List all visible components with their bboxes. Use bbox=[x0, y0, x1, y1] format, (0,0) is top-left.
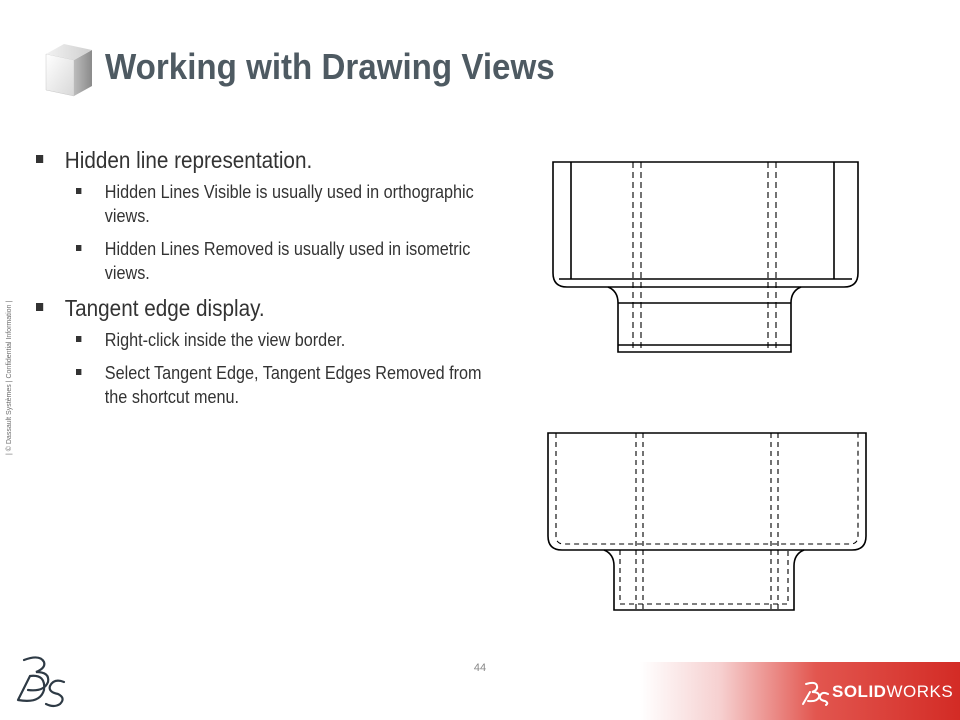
square-bullet-icon bbox=[76, 188, 81, 194]
page-title: Working with Drawing Views bbox=[105, 46, 555, 87]
square-bullet-icon bbox=[36, 303, 43, 311]
cube-icon bbox=[40, 40, 96, 100]
sub-bullet: Hidden Lines Visible is usually used in orthographic views. bbox=[76, 180, 505, 228]
3ds-logo bbox=[10, 652, 70, 710]
confidentiality-note: | © Dassault Systèmes | Confidential Information | bbox=[6, 300, 13, 455]
brand-name: SOLIDWORKS bbox=[832, 682, 954, 701]
drawing-view-tangent-edges-visible bbox=[545, 155, 870, 360]
square-bullet-icon bbox=[76, 245, 81, 251]
sub-bullet: Right-click inside the view border. bbox=[76, 328, 505, 352]
square-bullet-icon bbox=[76, 336, 81, 342]
square-bullet-icon bbox=[76, 369, 81, 375]
drawing-view-tangent-edges-removed bbox=[538, 428, 873, 618]
bullet-content bbox=[36, 146, 526, 418]
bullet-hidden-line: Hidden line representation. bbox=[36, 146, 551, 174]
page-number: 44 bbox=[473, 662, 487, 674]
square-bullet-icon bbox=[36, 155, 43, 163]
solidworks-logo bbox=[800, 680, 830, 706]
bullet-tangent-edge: Tangent edge display. bbox=[36, 294, 551, 322]
sub-bullet: Select Tangent Edge, Tangent Edges Removed from the shortcut menu. bbox=[76, 361, 505, 409]
sub-bullet: Hidden Lines Removed is usually used in isometric views. bbox=[76, 237, 505, 285]
